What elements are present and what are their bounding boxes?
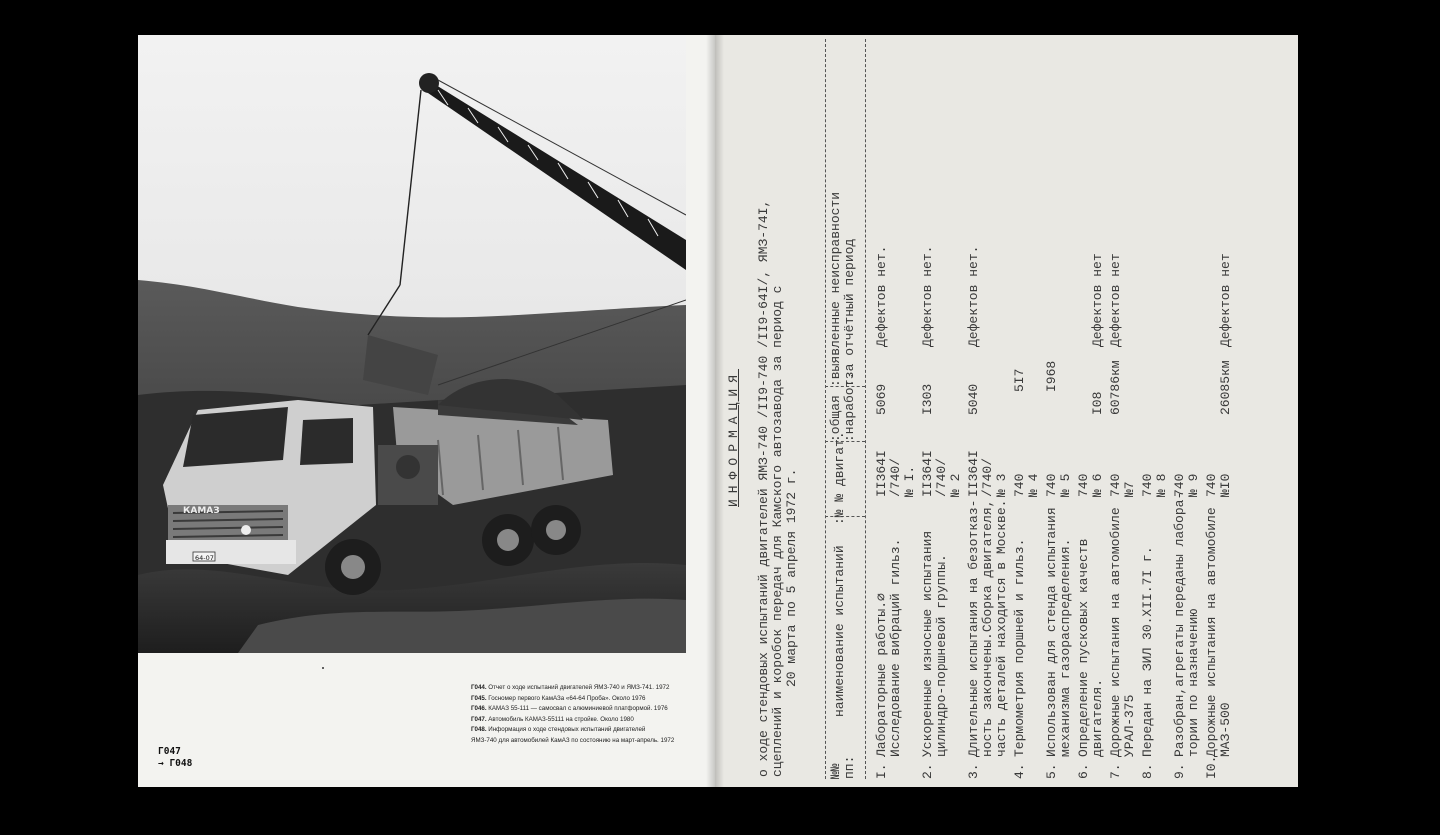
doc-title: ИНФОРМАЦИЯ [726, 368, 741, 507]
caption-row: ЯМЗ-740 для автомобилей КамАЗ по состоянию на март-апрель. 1972 [471, 736, 675, 744]
header-num-2: пп: [842, 755, 857, 779]
truck-brand: КАМАЗ [183, 506, 220, 516]
header-engine: :№ № двигат. [832, 431, 847, 525]
row-engine-line: № 8 [1154, 473, 1169, 497]
header-rule-top [825, 39, 826, 779]
page-reference [158, 746, 192, 770]
row-name-line: цилиндро-поршневой группы. [934, 554, 949, 757]
row-total: 60786км [1108, 360, 1123, 415]
row-number: 5. [1044, 763, 1059, 779]
row-number: 3. [966, 763, 981, 779]
caption-row: Г044. Отчет о ходе испытаний двигателей ЯМЗ-740 и ЯМЗ-741. 1972 [471, 684, 670, 691]
row-defects: Дефектов нет. [966, 245, 981, 347]
row-name-line: Лабораторные работы.∅ [874, 593, 889, 757]
row-name-line: Дорожные испытания на автомобиле [1108, 507, 1123, 757]
row-engine-line: 740 [1044, 473, 1059, 497]
row-name-line: МАЗ-500 [1218, 702, 1233, 757]
row-engine-line: 740 [1140, 473, 1155, 497]
row-name-line: Передан на ЗИЛ 30.XII.7I г. [1140, 546, 1155, 757]
header-num: №№ [828, 763, 843, 779]
row-number: 6. [1076, 763, 1091, 779]
row-name-line: ность закончены.Сборка двигателя, [980, 499, 995, 757]
row-name-line: Ускоренные износные испытания [920, 530, 935, 757]
row-engine-line: /740/ [980, 457, 995, 497]
row-total: 5I7 [1012, 368, 1027, 392]
row-total: 5040 [966, 383, 981, 415]
row-name-line: тории по назначению [1186, 608, 1201, 757]
caption-row: Г045. Госномер первого КамАЗа «64-64 Проба». Около 1976 [471, 694, 646, 702]
row-name-line: Длительные испытания на безотказ- [966, 499, 981, 757]
row-name-line: Использован для стенда испытания [1044, 507, 1059, 757]
row-number: 8. [1140, 763, 1155, 779]
row-name-line: Термометрия поршней и гильз. [1012, 538, 1027, 757]
row-engine-line: № 6 [1090, 473, 1105, 497]
row-number: I0. [1204, 755, 1219, 779]
header-defects-2: :за отчётный период [842, 238, 857, 387]
row-number: 4. [1012, 763, 1027, 779]
book-spread [138, 35, 1298, 787]
row-name-line: часть деталей находится в Москве. [994, 499, 1009, 757]
row-number: I. [874, 763, 889, 779]
row-total: I303 [920, 383, 935, 415]
row-total: 26085км [1218, 360, 1233, 415]
row-name-line: Определение пусковых качеств [1076, 538, 1091, 757]
row-engine-line: № 3 [994, 473, 1009, 497]
print-mark [322, 667, 324, 669]
row-engine-line: 740 [1012, 473, 1027, 497]
row-defects: Дефектов нет [1108, 253, 1123, 347]
row-engine-line: № 2 [948, 473, 963, 497]
row-number: 9. [1172, 763, 1187, 779]
row-name-line: Дорожные испытания на автомобиле [1204, 507, 1219, 757]
row-engine-line: № 5 [1058, 473, 1073, 497]
row-number: 7. [1108, 763, 1123, 779]
row-total: I968 [1044, 360, 1059, 392]
row-defects: Дефектов нет. [874, 245, 889, 347]
row-engine-line: №I0 [1218, 473, 1233, 497]
row-engine-line: №7 [1122, 481, 1137, 497]
doc-subtitle-line: 20 марта по 5 апреля 1972 г. [784, 468, 799, 687]
row-defects: Дефектов нет. [920, 245, 935, 347]
truck-photo [138, 35, 686, 653]
row-engine-line: 740 [1204, 473, 1219, 497]
doc-subtitle-line: сцеплений и коробок передач для Камского автозавода за период с [770, 285, 785, 777]
page-ref-next: → Г048 [158, 758, 193, 769]
header-name: наименование испытаний [832, 545, 847, 717]
license-plate: 64-07 [195, 554, 214, 562]
row-name-line: Исследование вибраций гильз. [888, 538, 903, 757]
row-number: 2. [920, 763, 935, 779]
page-ref-current: Г047 [158, 746, 181, 757]
row-engine-line: II364I [920, 450, 935, 497]
row-engine-line: 740 [1172, 473, 1187, 497]
doc-subtitle-line: о ходе стендовых испытаний двигателей ЯМЗ-740 /II9-740 /II9-64I/, ЯМЗ-74I, [756, 199, 771, 777]
row-engine-line: № I. [902, 465, 917, 497]
caption-row: Г047. Автомобиль КАМАЗ-55111 на стройке. Около 1980 [471, 715, 634, 723]
book-gutter [706, 35, 724, 787]
header-rule-bottom [865, 39, 866, 779]
row-engine-line: № 4 [1026, 473, 1041, 497]
row-defects: Дефектов нет [1218, 253, 1233, 347]
row-engine-line: II364I [966, 450, 981, 497]
row-defects: Дефектов нет [1090, 253, 1105, 347]
row-name-line: двигателя. [1090, 678, 1105, 757]
row-name-line: УРАЛ-375 [1122, 694, 1137, 757]
row-engine-line: № 9 [1186, 473, 1201, 497]
row-engine-line: 740 [1108, 473, 1123, 497]
left-page [138, 35, 715, 787]
row-engine-line: 740 [1076, 473, 1091, 497]
header-total: :общая [828, 395, 843, 442]
header-total-2: :наработ. [842, 371, 857, 442]
right-page-document [715, 35, 1298, 787]
row-engine-line: II364I [874, 450, 889, 497]
row-name-line: механизма газораспределения. [1058, 538, 1073, 757]
row-engine-line: /740/ [888, 457, 903, 497]
row-name-line: Разобран,агрегаты переданы лабора- [1172, 491, 1187, 757]
header-defects: :выявленные неисправности [828, 191, 843, 387]
typed-report [715, 35, 1298, 787]
row-engine-line: /740/ [934, 457, 949, 497]
row-total: 5069 [874, 383, 889, 415]
photo-captions [471, 683, 711, 747]
caption-row: Г046. КАМАЗ 55-111 — самосвал с алюминиевой платформой. 1976 [471, 705, 668, 713]
row-total: I08 [1090, 391, 1105, 415]
caption-row: Г048. Информация о ходе стендовых испытаний двигателей [471, 726, 646, 734]
